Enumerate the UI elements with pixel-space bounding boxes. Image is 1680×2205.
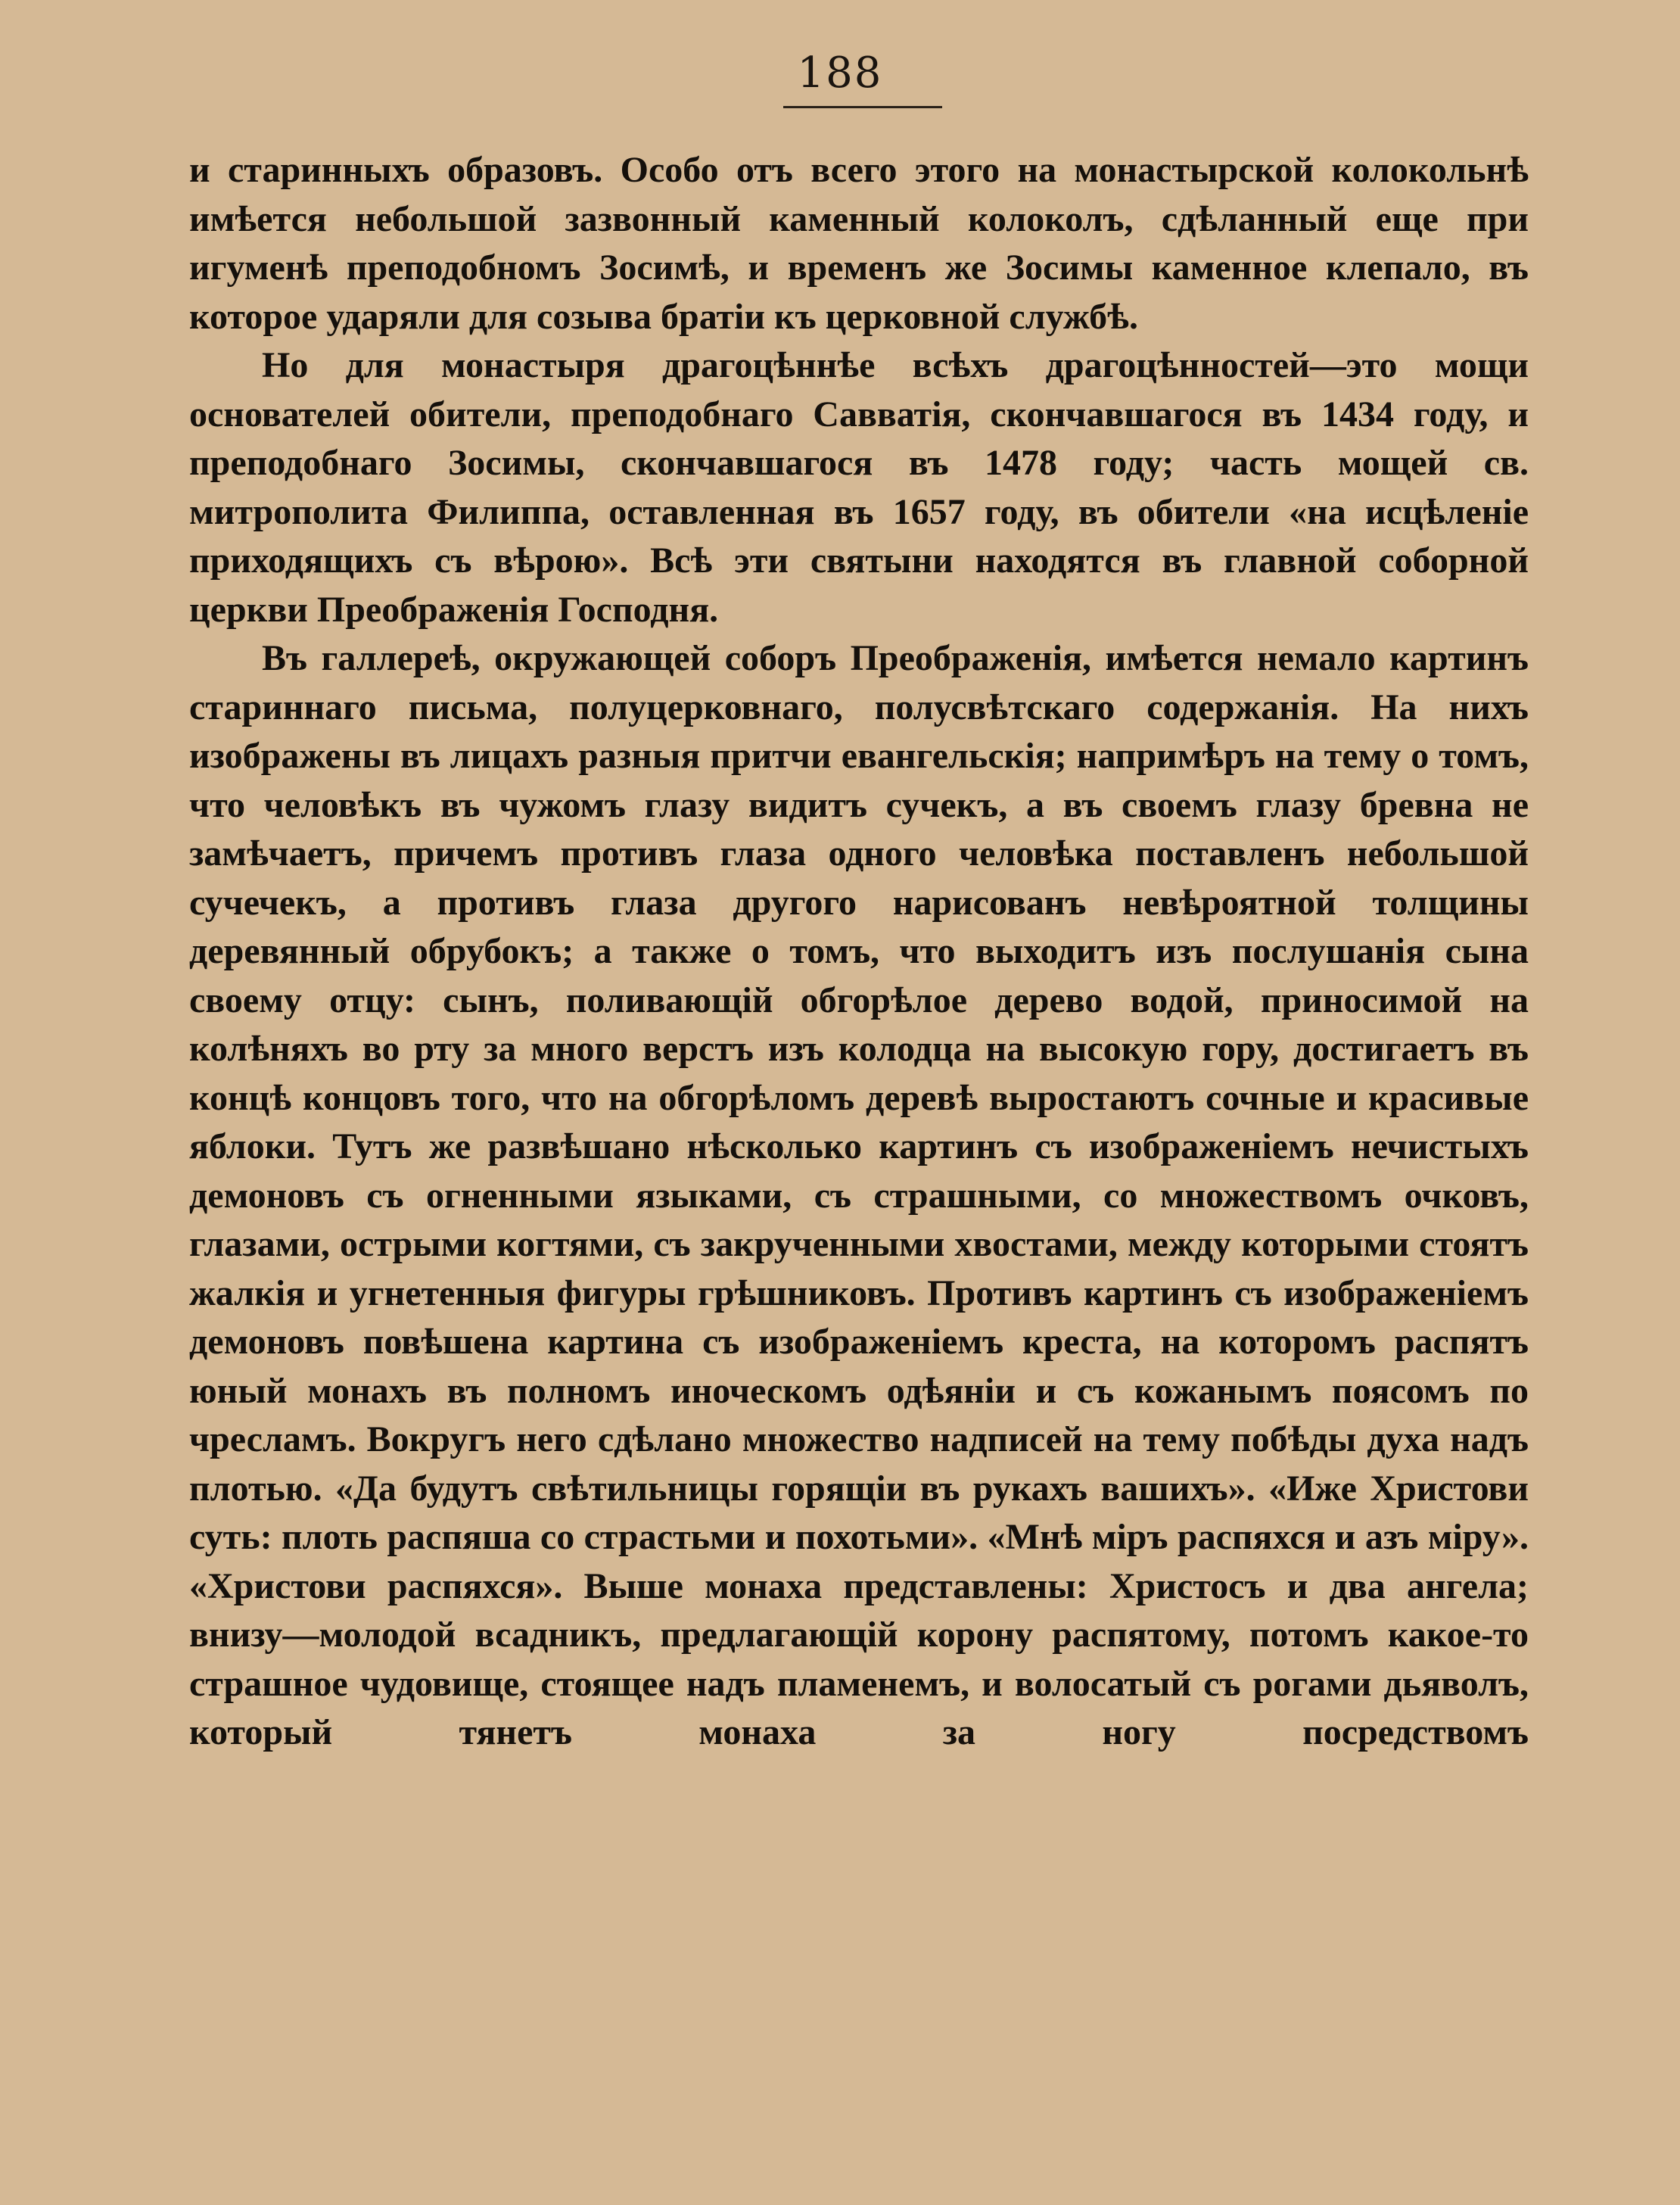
text-column	[189, 146, 1529, 1758]
paragraph-gallery-paintings: Въ галлереѣ, окружающей соборъ Преображенія, имѣется немало картинъ стариннаго письма, полуцерковнаго, полусвѣтскаго содержанія. На нихъ изображены въ лицахъ разныя притчи евангельскія; напримѣръ на тему о томъ, что человѣкъ въ чужомъ глазу видитъ сучекъ, а въ своемъ глазу бревна не замѣчаетъ, причемъ противъ глаза одного человѣка поставленъ небольшой сучечекъ, а противъ глаза другого нарисованъ невѣроятной толщины деревянный обрубокъ; а также о томъ, что выходитъ изъ послушанія сына своему отцу: сынъ, поливающій обгорѣлое дерево водой, приносимой на колѣняхъ во рту за много верстъ изъ колодца на высокую гору, достигаетъ въ концѣ концовъ того, что на обгорѣломъ деревѣ выростаютъ сочные и красивые яблоки. Тутъ же развѣшано нѣсколько картинъ съ изображеніемъ нечистыхъ демоновъ съ огненными языками, съ страшными, со множествомъ очковъ, глазами, острыми когтями, съ закрученными хвостами, между которыми стоятъ жалкія и угнетенныя фигуры грѣшниковъ. Противъ картинъ съ изображеніемъ демоновъ повѣшена картина съ изображеніемъ креста, на которомъ распятъ юный монахъ въ полномъ иноческомъ одѣяніи и съ кожанымъ поясомъ по чресламъ. Вокругъ него сдѣлано множество надписей на тему побѣды духа надъ плотью. «Да будутъ свѣтильницы горящіи въ рукахъ вашихъ». «Иже Христови суть: плоть распяша со страстьми и похотьми». «Мнѣ міръ распяхся и азъ міру». «Христови распяхся». Выше монаха представлены: Христосъ и два ангела; внизу—молодой всадникъ, предлагающій корону распятому, потомъ какое-то страшное чудовище, стоящее надъ пламенемъ, и волосатый съ рогами дьяволъ, который тянетъ монаха за ногу посредствомъ	[189, 638, 1529, 1752]
page-number-rule	[783, 106, 942, 108]
paragraph-relics: Но для монастыря драгоцѣннѣе всѣхъ драгоцѣнностей—это мощи основателей обители, преподобнаго Савватія, скончавшагося въ 1434 году, и преподобнаго Зосимы, скончавшагося въ 1478 году; часть мощей св. митрополита Филиппа, оставленная въ 1657 году, въ обители «на исцѣленіе приходящихъ съ вѣрою». Всѣ эти святыни находятся въ главной соборной церкви Преображенія Господня.	[189, 345, 1529, 630]
paragraph-continuation: и старинныхъ образовъ. Особо отъ всего этого на монастырской колокольнѣ имѣется небольшой зазвонный каменный колоколъ, сдѣланный еще при игуменѣ преподобномъ Зосимѣ, и временъ же Зосимы каменное клепало, въ которое ударяли для созыва братіи къ церковной службѣ.	[189, 150, 1529, 337]
page-number: 188	[797, 48, 883, 98]
